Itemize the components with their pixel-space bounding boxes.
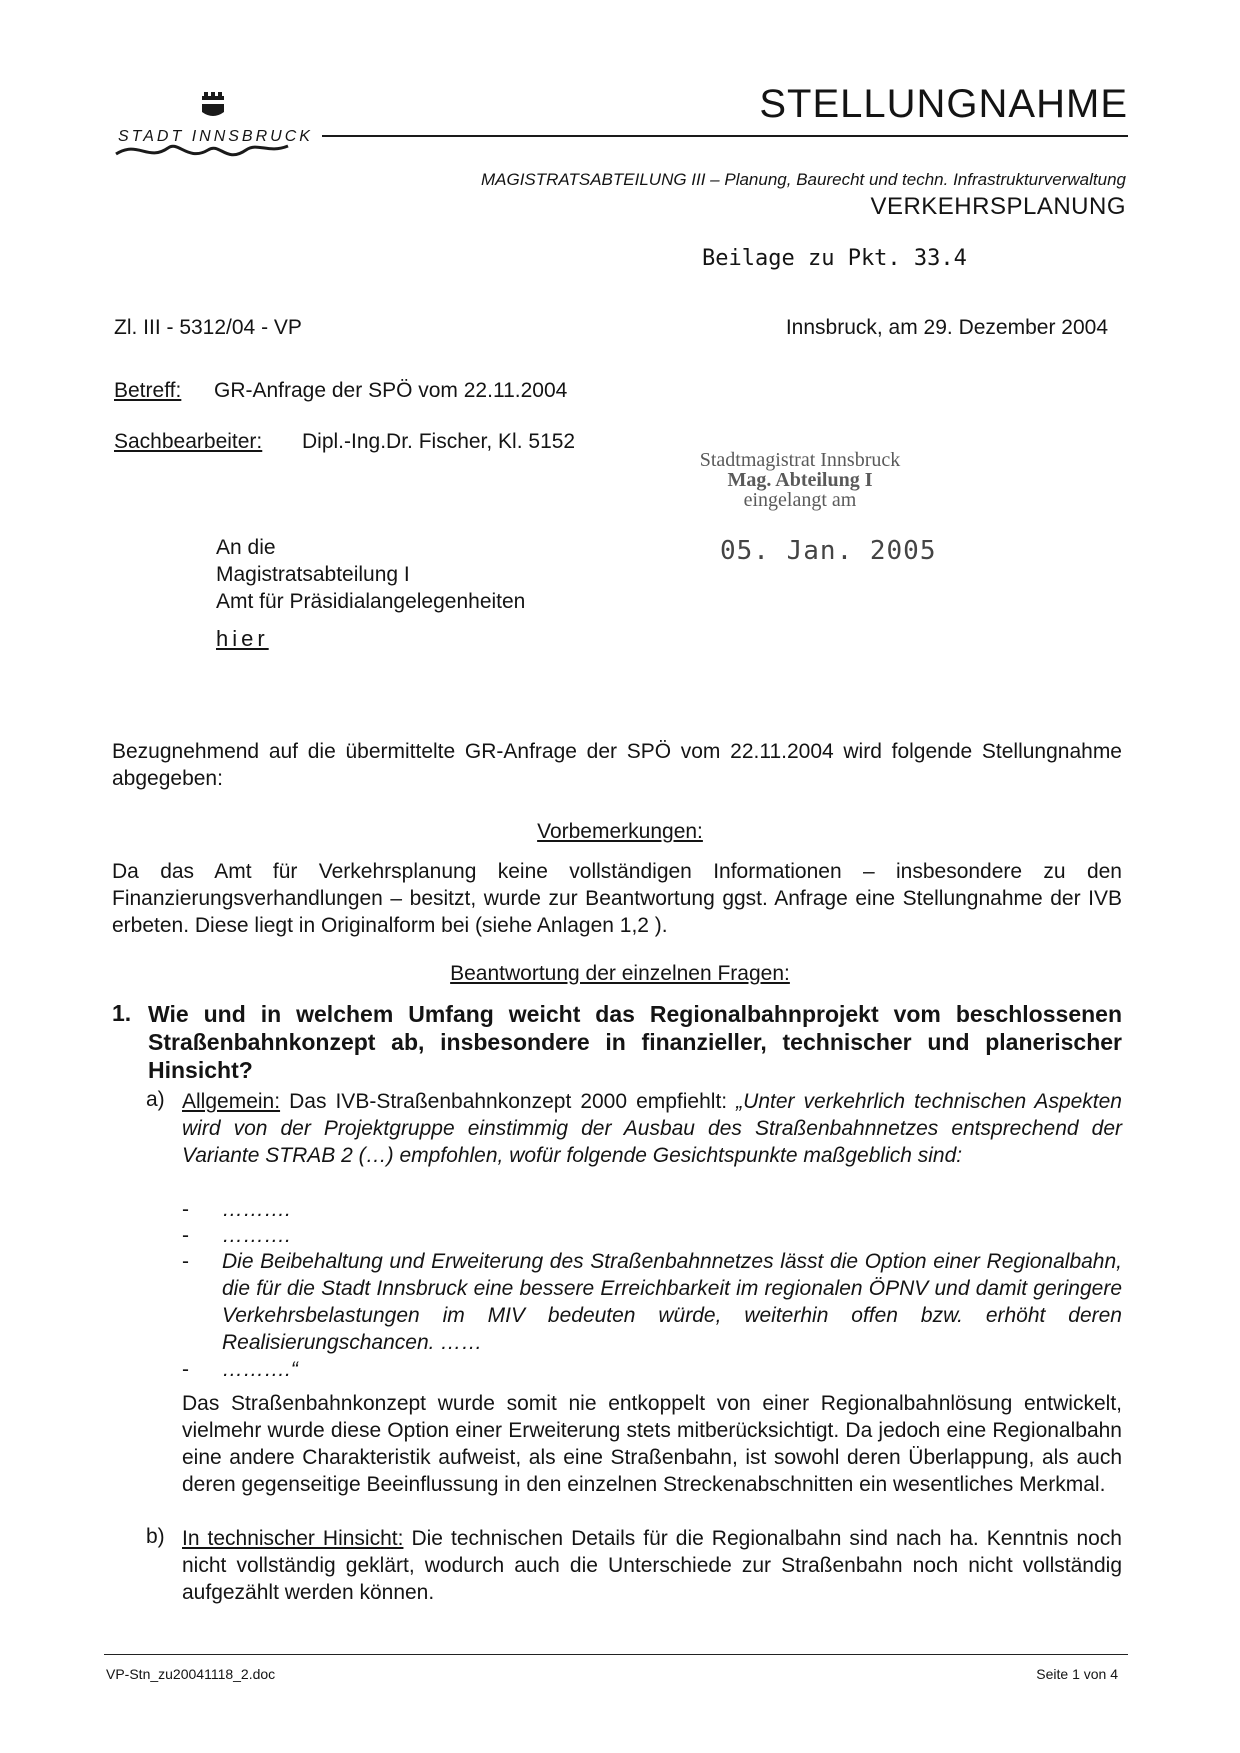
address-line-3: Amt für Präsidialangelegenheiten [216, 590, 526, 613]
dash-item-1: ………. [222, 1198, 291, 1221]
dash-marker: - [182, 1198, 189, 1221]
address-line-1: An die [216, 536, 276, 559]
beantwortung-heading: Beantwortung der einzelnen Fragen: [450, 962, 790, 985]
footer-rule [104, 1654, 1128, 1655]
beilage-note: Beilage zu Pkt. 33.4 [702, 246, 967, 271]
sachbearbeiter-label: Sachbearbeiter: [114, 430, 263, 453]
item-a-text: Das IVB-Straßenbahnkonzept 2000 empfiehlt: [280, 1090, 737, 1113]
stamp-line-3: eingelangt am [743, 489, 857, 511]
item-b-text: Die technischen Details für die Regionalbahn sind nach ha. Kenntnis noch nicht vollständig geklärt, wodurch auch die Unterschiede zur Straßenbahn noch nicht vollständig aufgezählt werden können. [182, 1527, 1122, 1604]
stamp-date: 05. Jan. 2005 [720, 536, 937, 566]
dash-item-2: ………. [222, 1224, 291, 1247]
logo-text: STADT INNSBRUCK [118, 128, 313, 145]
address-hier: hier [216, 626, 269, 651]
betreff-value: GR-Anfrage der SPÖ vom 22.11.2004 [214, 379, 568, 402]
dash-marker: - [182, 1250, 189, 1273]
item-a-label: Allgemein: [182, 1090, 281, 1113]
footer-page-number: Seite 1 von 4 [1036, 1666, 1118, 1682]
intro-paragraph: Bezugnehmend auf die übermittelte GR-Anfrage der SPÖ vom 22.11.2004 wird folgende Stellungnahme abgegeben: [112, 740, 1122, 790]
betreff-label: Betreff: [114, 379, 182, 402]
document-title: STELLUNGNAHME [759, 82, 1128, 126]
receipt-stamp [650, 450, 950, 510]
sub-department: VERKEHRSPLANUNG [870, 193, 1126, 220]
place-date: Innsbruck, am 29. Dezember 2004 [785, 316, 1108, 339]
vorbemerkungen-paragraph: Da das Amt für Verkehrsplanung keine vollständigen Informationen – insbesondere zu den Finanzierungsverhandlungen – besitzt, wurde zur Beantwortung ggst. Anfrage eine Stellungnahme der IVB erbeten. Diese liegt in Originalform bei (siehe Anlagen 1,2 ). [112, 860, 1122, 937]
dash-marker: - [182, 1224, 189, 1247]
item-b-paragraph [182, 1525, 1122, 1606]
vorbemerkungen-heading: Vorbemerkungen: [537, 820, 703, 843]
sachbearbeiter-value: Dipl.-Ing.Dr. Fischer, Kl. 5152 [302, 430, 576, 453]
item-b-marker: b) [146, 1525, 165, 1548]
department-line: MAGISTRATSABTEILUNG III – Planung, Baurecht und techn. Infrastrukturverwaltung [480, 170, 1126, 189]
dash-item-4: ……….“ [222, 1358, 298, 1381]
item-a-quote: „Unter verkehrlich technischen Aspekten wird von der Projektgruppe einstimmig der Ausbau des Straßenbahnnetzes entsprechend der Variante STRAB 2 (…) empfohlen, wofür folgende Gesichtspunkte maßgeblich sind: [182, 1090, 1122, 1167]
item-a-paragraph [182, 1088, 1122, 1169]
dash-item-3: Die Beibehaltung und Erweiterung des Straßenbahnnetzes lässt die Option einer Regionalbahn, die für die Stadt Innsbruck eine bessere Erreichbarkeit im regionalen ÖPNV und damit geringere Verkehrsbelastungen im MIV bedeuten würde, weiterhin offen bzw. erhöht deren Realisierungschancen. …… [222, 1250, 1122, 1354]
item-b-label: In technischer Hinsicht: [182, 1527, 404, 1550]
address-line-2: Magistratsabteilung I [216, 563, 410, 586]
recipient-address [216, 534, 525, 615]
question-1-text: Wie und in welchem Umfang weicht das Regionalbahnprojekt vom beschlossenen Straßenbahnkonzept ab, insbesondere in finanzieller, technischer und planerischer Hinsicht? [148, 1001, 1122, 1083]
item-a-paragraph-2: Das Straßenbahnkonzept wurde somit nie entkoppelt von einer Regionalbahnlösung entwickelt, vielmehr wurde diese Option einer Erweiterung stets mitberücksichtigt. Da jedoch eine Regionalbahn eine andere Charakteristik aufweist, als eine Straßenbahn, ist sowohl deren Überlappung, als auch deren gegenseitige Beeinflussung in den einzelnen Streckenabschnitten ein wesentliches Merkmal. [182, 1392, 1122, 1496]
stamp-line-2: Mag. Abteilung I [727, 469, 873, 491]
stamp-line-1: Stadtmagistrat Innsbruck [699, 449, 901, 471]
footer-filename: VP-Stn_zu20041118_2.doc [106, 1666, 276, 1682]
item-a-marker: a) [146, 1088, 165, 1111]
question-1-number: 1. [112, 1000, 132, 1026]
dash-marker: - [182, 1358, 189, 1381]
reference-number: Zl. III - 5312/04 - VP [114, 316, 302, 339]
header-rule [322, 135, 1128, 137]
